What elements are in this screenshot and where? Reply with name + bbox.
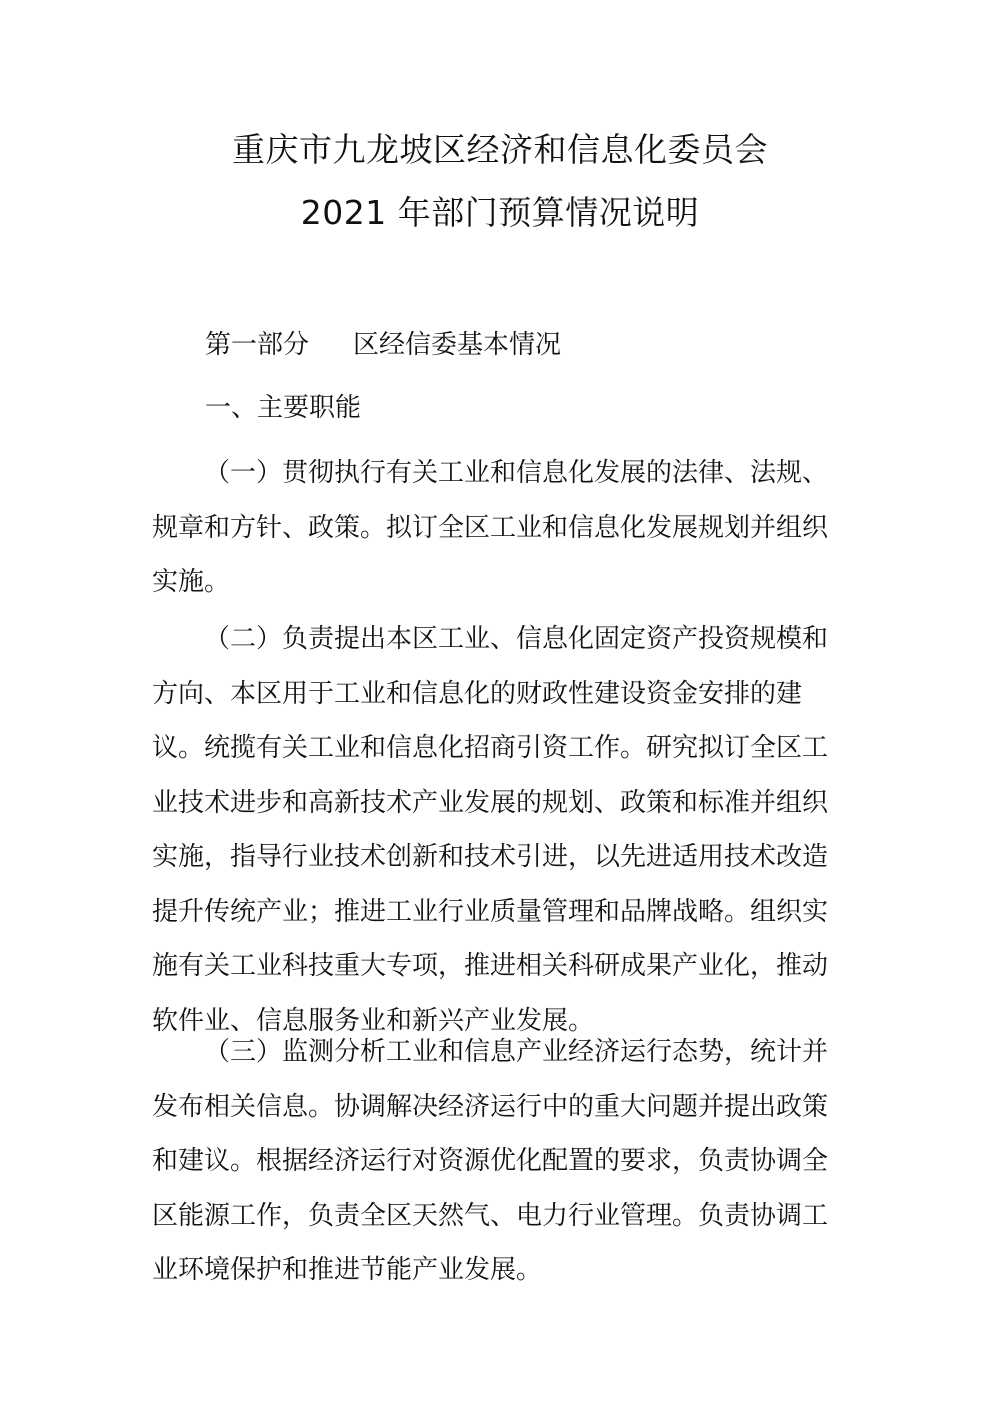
paragraph-line: （二）负责提出本区工业、信息化固定资产投资规模和 bbox=[204, 624, 829, 654]
paragraph-2 bbox=[152, 612, 852, 1048]
paragraph-line: 提升传统产业；推进工业行业质量管理和品牌战略。组织实 bbox=[152, 896, 829, 927]
paragraph-line: （一）贯彻执行有关工业和信息化发展的法律、法规、 bbox=[204, 458, 829, 488]
paragraph-line: 实施。 bbox=[152, 567, 231, 597]
paragraph-line: 实施，指导行业技术创新和技术引进，以先进适用技术改造 bbox=[152, 842, 829, 872]
paragraph-line: 区能源工作，负责全区天然气、电力行业管理。负责协调工 bbox=[152, 1200, 829, 1231]
section-part-label: 第一部分 bbox=[205, 330, 310, 360]
paragraph-line: 议。统揽有关工业和信息化招商引资工作。研究拟订全区工 bbox=[152, 733, 829, 763]
section-heading bbox=[205, 328, 561, 362]
paragraph-line: 业技术进步和高新技术产业发展的规划、政策和标准并组织 bbox=[152, 787, 829, 818]
document-title-line-2: 2021 年部门预算情况说明 bbox=[300, 193, 700, 232]
paragraph-line: 和建议。根据经济运行对资源优化配置的要求，负责协调全 bbox=[152, 1146, 829, 1176]
paragraph-line: 方向、本区用于工业和信息化的财政性建设资金安排的建 bbox=[152, 678, 803, 709]
document-title-line-1: 重庆市九龙坡区经济和信息化委员会 bbox=[232, 130, 768, 169]
paragraph-line: 业环境保护和推进节能产业发展。 bbox=[152, 1255, 543, 1285]
paragraph-line: （三）监测分析工业和信息产业经济运行态势，统计并 bbox=[204, 1037, 829, 1067]
paragraph-line: 发布相关信息。协调解决经济运行中的重大问题并提出政策 bbox=[152, 1091, 829, 1122]
paragraph-1 bbox=[152, 446, 852, 610]
section-title: 区经信委基本情况 bbox=[353, 330, 562, 360]
paragraph-line: 施有关工业科技重大专项，推进相关科研成果产业化，推动 bbox=[152, 951, 829, 981]
paragraph-3 bbox=[152, 1025, 852, 1298]
paragraph-line: 软件业、信息服务业和新兴产业发展。 bbox=[152, 1005, 595, 1036]
subheading-main-functions: 一、主要职能 bbox=[205, 393, 362, 423]
paragraph-line: 规章和方针、政策。拟订全区工业和信息化发展规划并组织 bbox=[152, 512, 829, 543]
